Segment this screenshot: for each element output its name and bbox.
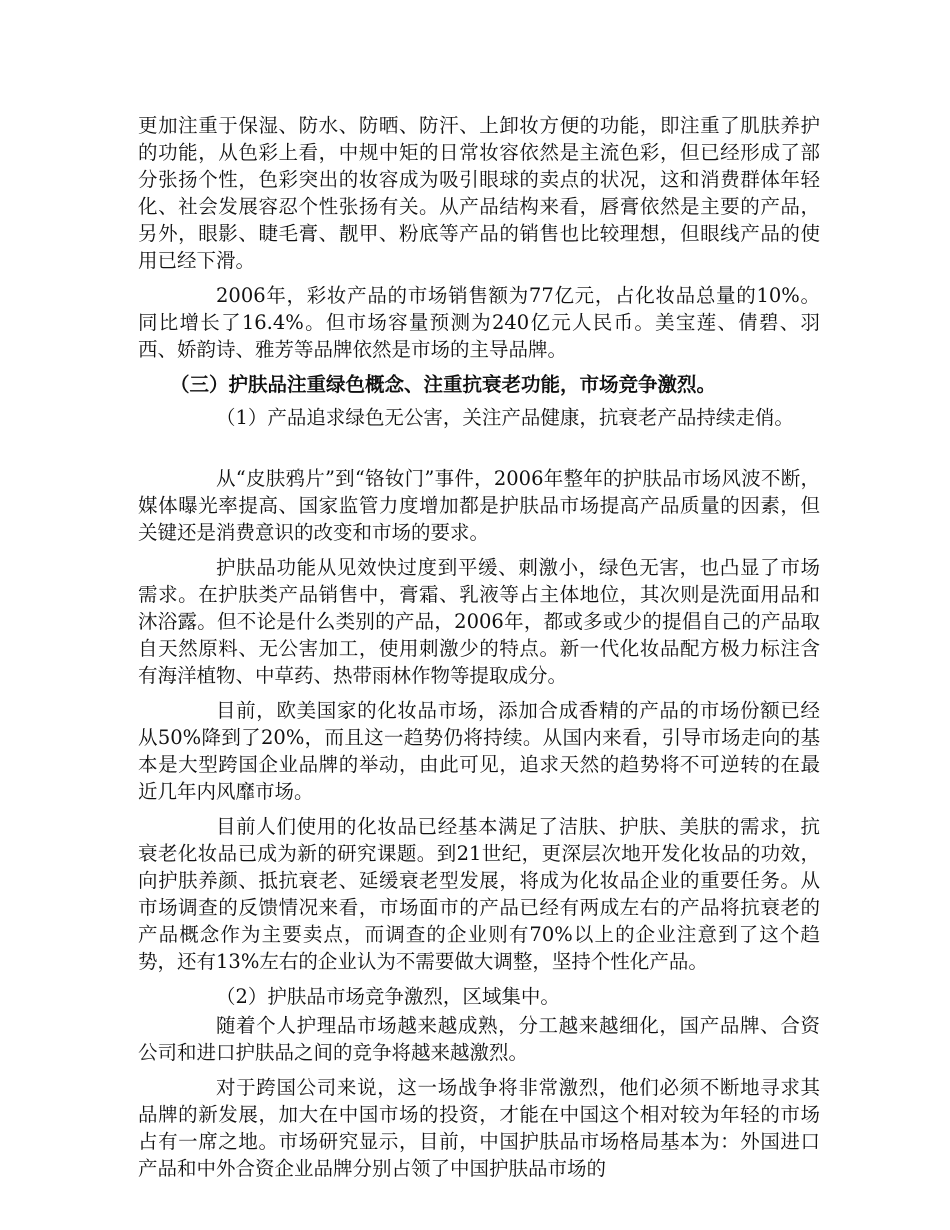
paragraph-skincare-functions: 护肤品功能从见效快过度到平缓、刺激小，绿色无害，也凸显了市场需求。在护肤类产品销售中，膏霜、乳液等占主体地位，其次则是洗面用品和沐浴露。但不论是什么类别的产品，2006年，都或多或少的提倡自己的产品取自天然原料、无公害加工，使用刺激少的特点。新一代化妆品配方极力标注含有海洋植物、中草药、热带雨林作物等提取成分。 (138, 556, 820, 687)
paragraph-makeup-function: 更加注重于保湿、防水、防晒、防汗、上卸妆方便的功能，即注重了肌肤养护的功能，从色彩上看，中规中矩的日常妆容依然是主流色彩，但已经形成了部分张扬个性，色彩突出的妆容成为吸引眼球的卖点的状况，这和消费群体年轻化、社会发展容忍个性张扬有关。从产品结构来看，唇膏依然是主要的产品，另外，眼影、睫毛膏、靓甲、粉底等产品的销售也比较理想，但眼线产品的使用已经下滑。 (138, 114, 820, 272)
paragraph-anti-aging: 目前人们使用的化妆品已经基本满足了洁肤、护肤、美肤的需求，抗衰老化妆品已成为新的研究课题。到21世纪，更深层次地开发化妆品的功效，向护肤养颜、抵抗衰老、延缓衰老型发展，将成为化妆品企业的重要任务。从市场调查的反馈情况来看，市场面市的产品已经有两成左右的产品将抗衰老的产品概念作为主要卖点，而调查的企业则有70%以上的企业注意到了这个趋势，还有13%左右的企业认为不需要做大调整，坚持个性化产品。 (138, 815, 820, 973)
paragraph-personal-care-maturity: 随着个人护理品市场越来越成熟，分工越来越细化，国产品牌、合资公司和进口护肤品之间的竞争将越来越激烈。 (138, 1014, 820, 1064)
document-page (138, 112, 820, 1190)
paragraph-makeup-sales-2006: 2006年，彩妆产品的市场销售额为77亿元，占化妆品总量的10%。同比增长了16.4%。但市场容量预测为240亿元人民币。美宝莲、倩碧、羽西、娇韵诗、雅芳等品牌依然是市场的主导品牌。 (138, 284, 820, 361)
subheading-green-products: （1）产品追求绿色无公害，关注产品健康，抗衰老产品持续走俏。 (216, 406, 794, 429)
paragraph-multinationals: 对于跨国公司来说，这一场战争将非常激烈，他们必须不断地寻求其品牌的新发展，加大在中国市场的投资，才能在中国这个相对较为年轻的市场占有一席之地。市场研究显示，目前，中国护肤品市场格局基本为：外国进口产品和中外合资企业品牌分别占领了中国护肤品市场的 (138, 1076, 820, 1180)
section-heading-skincare: （三）护肤品注重绿色概念、注重抗衰老功能，市场竞争激烈。 (170, 373, 717, 396)
paragraph-western-markets: 目前，欧美国家的化妆品市场，添加合成香精的产品的市场份额已经从50%降到了20%，而且这一趋势仍将持续。从国内来看，引导市场走向的基本是大型跨国企业品牌的举动，由此可见，追求天然的趋势将不可逆转的在最近几年内风靡市场。 (138, 699, 820, 803)
paragraph-skincare-incidents: 从“皮肤鸦片”到“铬钕门”事件，2006年整年的护肤品市场风波不断，媒体曝光率提高、国家监管力度增加都是护肤品市场提高产品质量的因素，但关键还是消费意识的改变和市场的要求。 (138, 467, 820, 544)
subheading-competition: （2）护肤品市场竞争激烈，区域集中。 (216, 985, 560, 1008)
